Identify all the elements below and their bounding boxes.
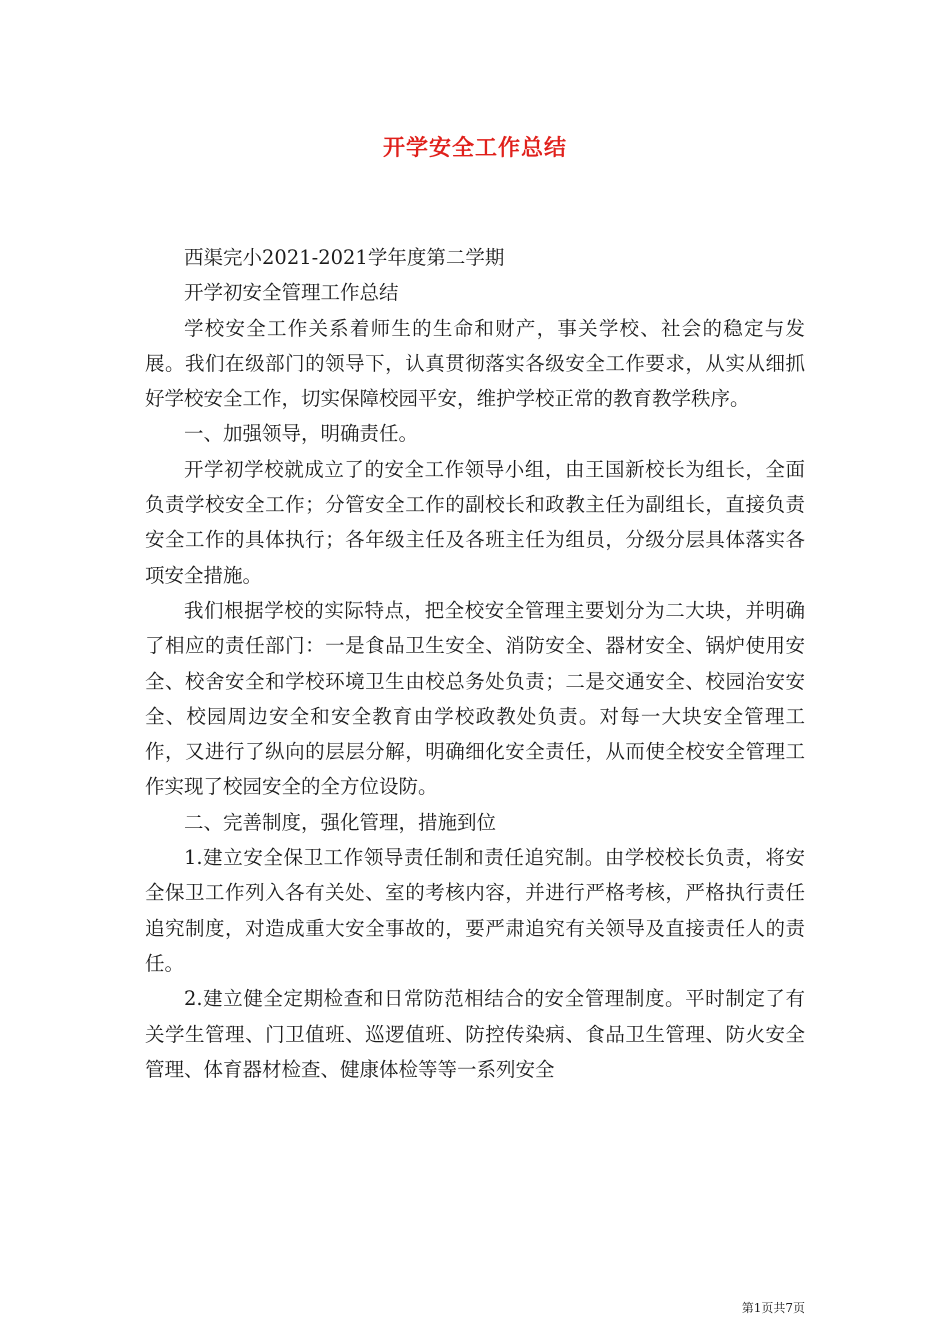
section-heading-1: 一、加强领导，明确责任。 xyxy=(184,422,419,446)
paragraph-item-1: 1.建立安全保卫工作领导责任制和责任追究制。由学校校长负责，将安全保卫工作列入各有关处、室的考核内容，并进行严格考核，严格执行责任追究制度，对造成重大安全事故的，要严肃追究有关领导及直接责任人的责任。 xyxy=(145,846,805,975)
section-heading-2: 二、完善制度，强化管理，措施到位 xyxy=(184,810,497,834)
paragraph-responsibility: 我们根据学校的实际特点，把全校安全管理主要划分为二大块，并明确了相应的责任部门：一是食品卫生安全、消防安全、器材安全、锅炉使用安全、校舍安全和学校环境卫生由校总务处负责；二是交通安全、校园治安安全、校园周边安全和安全教育由学校政教处负责。对每一大块安全管理工作，又进行了纵向的层层分解，明确细化安全责任，从而使全校安全管理工作实现了校园安全的全方位设防。 xyxy=(145,598,805,799)
document-title: 开学安全工作总结 xyxy=(382,135,567,161)
paragraph-subtitle: 开学初安全管理工作总结 xyxy=(184,281,399,305)
paragraph-leadership: 开学初学校就成立了的安全工作领导小组，由王国新校长为组长，全面负责学校安全工作；分管安全工作的副校长和政教主任为副组长，直接负责安全工作的具体执行；各年级主任及各班主任为组员，分级分层具体落实各项安全措施。 xyxy=(145,457,805,587)
document-body xyxy=(145,240,805,1087)
page-number: 第1页共7页 xyxy=(741,1301,805,1315)
paragraph-school-term: 西渠完小2021-2021学年度第二学期 xyxy=(184,246,505,269)
paragraph-item-2: 2.建立健全定期检查和日常防范相结合的安全管理制度。平时制定了有关学生管理、门卫值班、巡逻值班、防控传染病、食品卫生管理、防火安全管理、体育器材检查、健康体检等等一系列安全 xyxy=(145,987,805,1081)
paragraph-intro: 学校安全工作关系着师生的生命和财产，事关学校、社会的稳定与发展。我们在级部门的领导下，认真贯彻落实各级安全工作要求，从实从细抓好学校安全工作，切实保障校园平安，维护学校正常的教育教学秩序。 xyxy=(145,316,805,411)
